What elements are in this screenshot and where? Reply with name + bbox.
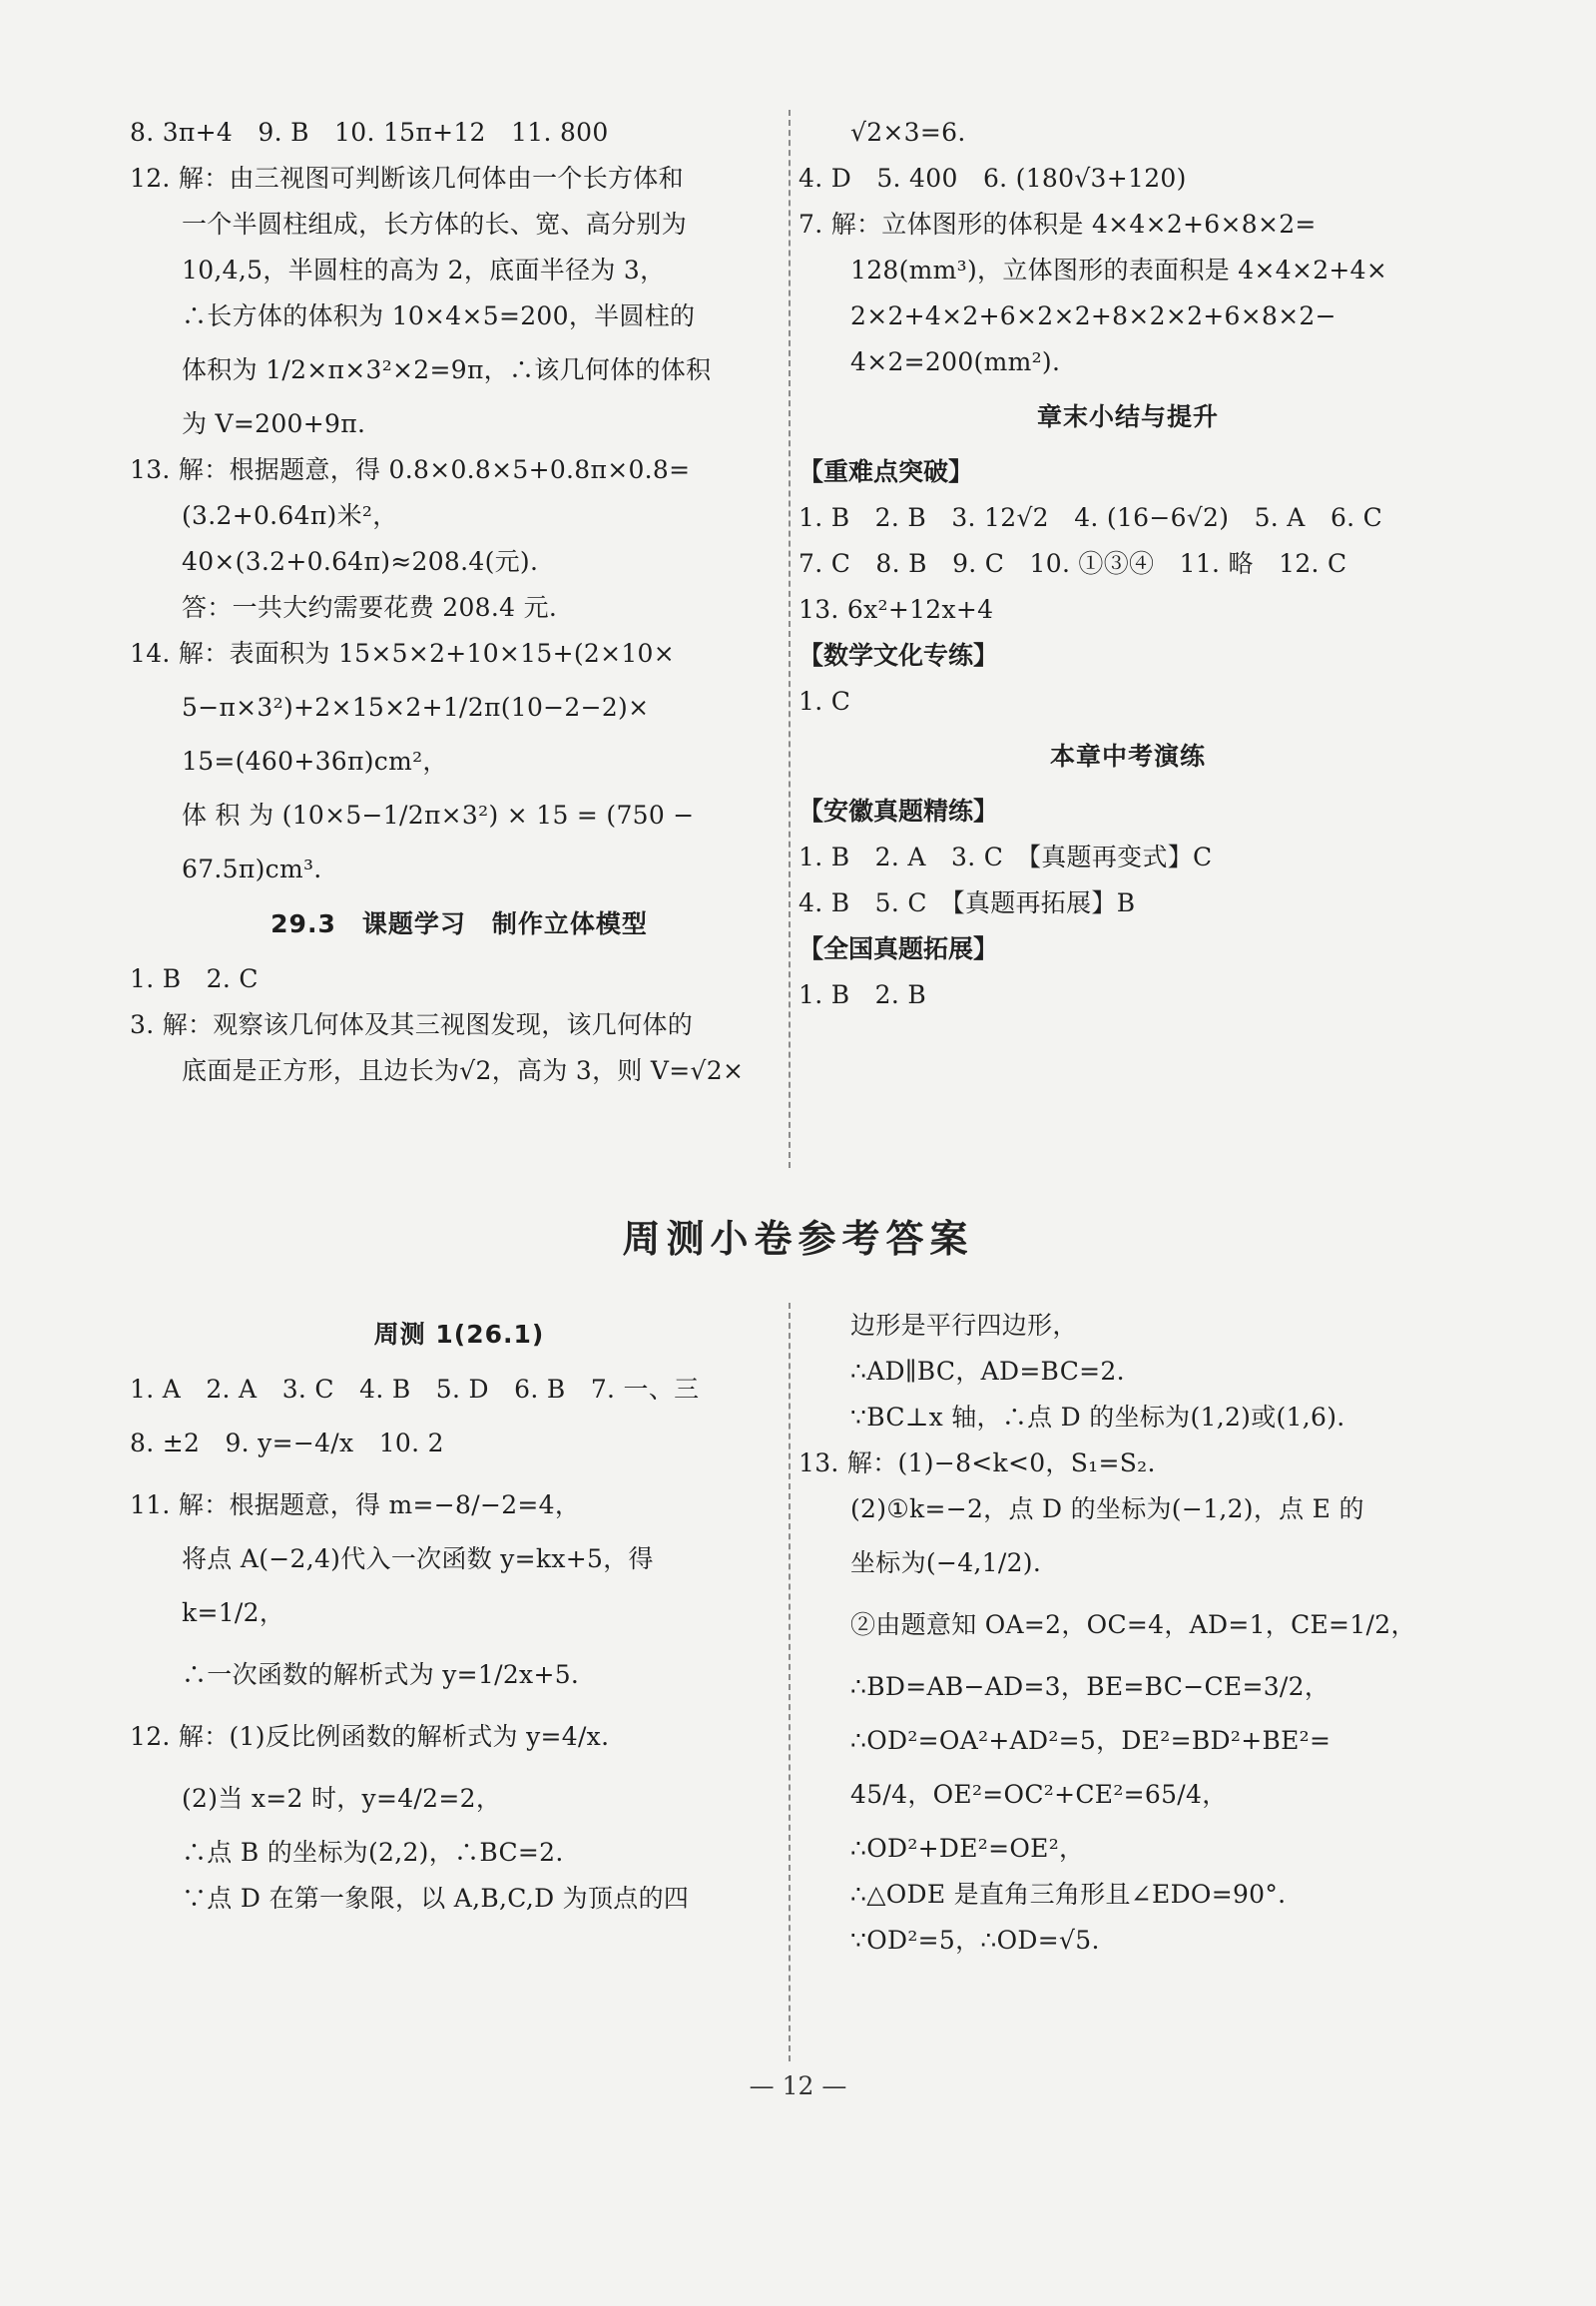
answer-line: 体积为 1/2×π×3²×2=9π，∴该几何体的体积	[182, 355, 712, 384]
answer-line: ∴OD²+DE²=OE²，	[850, 1834, 1085, 1863]
answer-line: ②由题意知 OA=2，OC=4，AD=1，CE=1/2，	[850, 1610, 1416, 1639]
answer-line: 67.5π)cm³.	[182, 855, 322, 883]
answer-line: 11. 解：根据题意，得 m=−8/−2=4，	[130, 1490, 581, 1519]
answer-line: ∴△ODE 是直角三角形且∠EDO=90°.	[850, 1880, 1287, 1909]
answer-line: 7. 解：立体图形的体积是 4×4×2+6×8×2=	[798, 210, 1317, 239]
answer-line: k=1/2，	[182, 1598, 285, 1627]
answer-line: 12. 解：(1)反比例函数的解析式为 y=4/x.	[130, 1722, 610, 1751]
answer-line: 3. 解：观察该几何体及其三视图发现，该几何体的	[130, 1010, 694, 1039]
subsection-label: 【安徽真题精练】	[798, 797, 999, 826]
answer-line: 8. ±2 9. y=−4/x 10. 2	[130, 1429, 444, 1457]
answer-line: 13. 解：根据题意，得 0.8×0.8×5+0.8π×0.8=	[130, 455, 691, 484]
subsection-label: 【数学文化专练】	[798, 641, 999, 670]
answer-line: 14. 解：表面积为 15×5×2+10×15+(2×10×	[130, 639, 675, 668]
answer-line: ∵点 D 在第一象限，以 A,B,C,D 为顶点的四	[182, 1884, 690, 1913]
answer-line: 1. A 2. A 3. C 4. B 5. D 6. B 7. 一、三	[130, 1375, 700, 1404]
answer-line: 1. B 2. C	[130, 964, 259, 993]
answer-line: 8. 3π+4 9. B 10. 15π+12 11. 800	[130, 118, 609, 147]
answer-line: ∵BC⊥x 轴，∴点 D 的坐标为(1,2)或(1,6).	[850, 1403, 1345, 1432]
column-divider	[789, 110, 791, 1168]
answer-line: 40×(3.2+0.64π)≈208.4(元).	[182, 547, 539, 576]
subsection-label: 【重难点突破】	[798, 457, 974, 486]
section-heading: 本章中考演练	[1049, 742, 1206, 771]
answer-line: 4. B 5. C 【真题再拓展】B	[798, 888, 1136, 917]
answer-line: 将点 A(−2,4)代入一次函数 y=kx+5，得	[182, 1544, 654, 1573]
answer-line: 128(mm³)，立体图形的表面积是 4×4×2+4×	[850, 256, 1388, 285]
column-divider	[789, 1303, 791, 2061]
answer-line: ∴一次函数的解析式为 y=1/2x+5.	[182, 1660, 580, 1689]
answer-line: 45/4，OE²=OC²+CE²=65/4，	[850, 1780, 1228, 1809]
section-heading: 章末小结与提升	[1036, 402, 1219, 431]
answer-line: 12. 解：由三视图可判断该几何体由一个长方体和	[130, 164, 684, 193]
answer-line: 4. D 5. 400 6. (180√3+120)	[798, 164, 1187, 193]
right-column-top	[798, 110, 1457, 1018]
page-section-title: 周测小卷参考答案	[622, 1216, 974, 1261]
answer-line: (3.2+0.64π)米²，	[182, 501, 398, 530]
answer-line: 4×2=200(mm²).	[850, 347, 1061, 376]
answer-line: 1. B 2. A 3. C 【真题再变式】C	[798, 843, 1213, 871]
answer-line: 坐标为(−4,1/2).	[850, 1548, 1042, 1577]
left-column-bottom	[130, 1303, 789, 1922]
answer-line: 1. C	[798, 687, 851, 716]
answer-line: ∴长方体的体积为 10×4×5=200，半圆柱的	[182, 301, 696, 330]
page-number: — 12 —	[749, 2071, 847, 2100]
left-column-top	[130, 110, 789, 1094]
answer-line: (2)当 x=2 时，y=4/2=2，	[182, 1784, 502, 1813]
answer-line: 体 积 为 (10×5−1/2π×3²) × 15 = (750 −	[182, 801, 695, 830]
answer-line: ∴点 B 的坐标为(2,2)，∴BC=2.	[182, 1838, 564, 1867]
section-heading: 周测 1(26.1)	[373, 1320, 545, 1349]
answer-line: 5−π×3²)+2×15×2+1/2π(10−2−2)×	[182, 693, 650, 722]
answer-line: ∴OD²=OA²+AD²=5，DE²=BD²+BE²=	[850, 1726, 1331, 1755]
section-heading: 29.3 课题学习 制作立体模型	[270, 909, 648, 938]
answer-line: 边形是平行四边形，	[850, 1311, 1078, 1340]
answer-line: ∴AD∥BC，AD=BC=2.	[850, 1357, 1125, 1386]
answer-line: (2)①k=−2，点 D 的坐标为(−1,2)，点 E 的	[850, 1494, 1364, 1523]
answer-line: 答：一共大约需要花费 208.4 元.	[182, 593, 558, 622]
answer-line: 15=(460+36π)cm²，	[182, 747, 448, 776]
answer-line: 为 V=200+9π.	[182, 409, 366, 438]
answer-line: 一个半圆柱组成，长方体的长、宽、高分别为	[182, 210, 688, 239]
answer-line: 7. C 8. B 9. C 10. ①③④ 11. 略 12. C	[798, 549, 1347, 578]
answer-line: 1. B 2. B 3. 12√2 4. (16−6√2) 5. A 6. C	[798, 503, 1383, 532]
answer-line: ∵OD²=5，∴OD=√5.	[850, 1926, 1100, 1955]
answer-line: 2×2+4×2+6×2×2+8×2×2+6×8×2−	[850, 301, 1336, 330]
right-column-bottom	[798, 1303, 1457, 1964]
answer-line: 底面是正方形，且边长为√2，高为 3，则 V=√2×	[182, 1056, 745, 1085]
answer-line: 13. 6x²+12x+4	[798, 595, 994, 624]
subsection-label: 【全国真题拓展】	[798, 934, 999, 963]
answer-line: 10,4,5，半圆柱的高为 2，底面半径为 3，	[182, 256, 666, 285]
answer-line: √2×3=6.	[850, 118, 966, 147]
answer-line: 1. B 2. B	[798, 980, 927, 1009]
answer-line: 13. 解：(1)−8<k<0，S₁=S₂.	[798, 1448, 1156, 1477]
answer-line: ∴BD=AB−AD=3，BE=BC−CE=3/2，	[850, 1672, 1330, 1701]
